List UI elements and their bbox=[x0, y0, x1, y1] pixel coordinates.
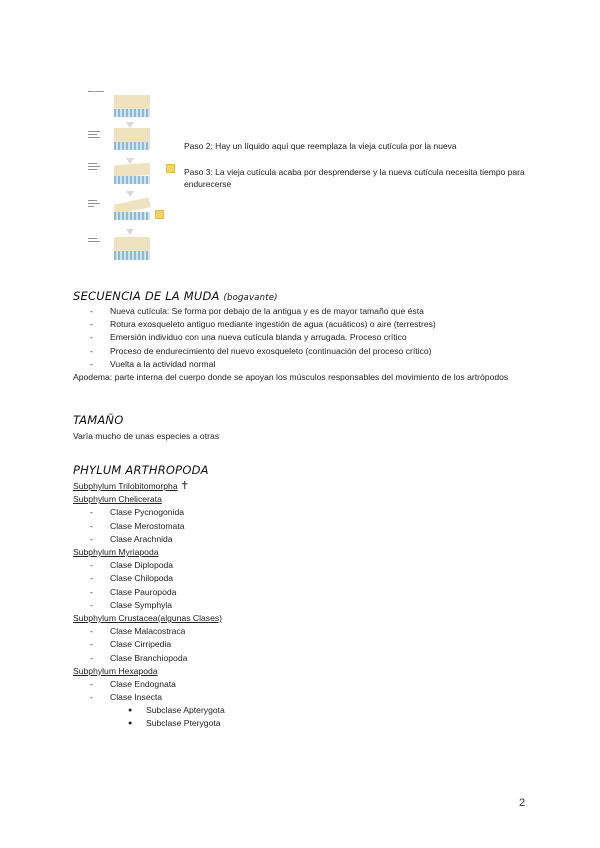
subphylum-title: Subphylum Myriapoda bbox=[73, 546, 159, 557]
moult-heading bbox=[73, 289, 278, 303]
stage-5-illustration: ▬▬▬ ▬▬▬▬ bbox=[86, 235, 150, 265]
subphylum-title: Subphylum Chelicerata bbox=[73, 494, 162, 505]
subphylum-crustacea bbox=[73, 612, 473, 625]
subphylum-title: Subphylum Trilobitomorpha bbox=[73, 481, 178, 491]
list-item: - Clase Diplopoda bbox=[73, 559, 473, 572]
list-item: - Proceso de endurecimiento del nuevo exosqueleto (continuación del proceso crítico) bbox=[73, 345, 436, 358]
myriapoda-classes bbox=[73, 559, 473, 612]
page-number: 2 bbox=[519, 797, 526, 809]
stage-1-illustration: ▬▬ ▬▬▬ bbox=[86, 90, 150, 120]
list-item: - Clase Chilopoda bbox=[73, 572, 473, 585]
figure-caption-step-2: Paso 2: Hay un líquido aquí que reemplaza la vieja cutícula por la nueva bbox=[184, 141, 457, 151]
taxonomy-tree bbox=[73, 480, 473, 731]
list-item: - Clase Merostomata bbox=[73, 520, 473, 533]
list-item: - Clase Endognata bbox=[73, 678, 473, 691]
phylum-heading: PHYLUM ARTHROPODA bbox=[73, 463, 209, 477]
crustacea-classes bbox=[73, 625, 473, 665]
moult-heading-note: (bogavante) bbox=[223, 293, 278, 303]
list-item: ● Subclase Apterygota bbox=[73, 704, 473, 717]
subphylum-note: (algunas Clases) bbox=[157, 612, 223, 623]
list-item: - Clase Malacostraca bbox=[73, 625, 473, 638]
chelicerata-classes bbox=[73, 506, 473, 546]
list-item: - Clase Cirripedia bbox=[73, 638, 473, 651]
list-item: - Clase Pauropoda bbox=[73, 586, 473, 599]
list-item: - Emersión individuo con una nueva cutícula blanda y arrugada. Proceso crítico bbox=[73, 331, 436, 344]
apodema-definition: Apodema: parte interna del cuerpo donde se apoyan los músculos responsables del movimiento de los artrópodos bbox=[73, 372, 509, 382]
subphylum-trilobitomorpha bbox=[73, 480, 473, 493]
stage-2-illustration: ▬▬▬▬ ▬▬▬ ▬▬▬▬ bbox=[86, 128, 150, 158]
stage-4-illustration: ▬▬▬ ▬▬▬▬ ▬▬ bbox=[86, 197, 150, 227]
size-heading: TAMAÑO bbox=[73, 413, 124, 427]
list-item: - Clase Pycnogonida bbox=[73, 506, 473, 519]
list-item: - Rotura exosqueleto antiguo mediante ingestión de agua (acuáticos) o aire (terrestres) bbox=[73, 318, 436, 331]
moult-heading-text: SECUENCIA DE LA MUDA bbox=[73, 289, 220, 303]
list-item: - Vuelta a la actividad normal bbox=[73, 358, 436, 371]
list-item: - Nueva cutícula: Se forma por debajo de la antigua y es de mayor tamaño que ésta bbox=[73, 305, 436, 318]
list-item: - Clase Branchiopoda bbox=[73, 652, 473, 665]
list-item: ● Subclase Pterygota bbox=[73, 717, 473, 730]
insecta-subclasses bbox=[73, 704, 473, 730]
sticky-note-icon bbox=[166, 164, 175, 173]
stage-3-illustration: ▬▬▬ ▬▬▬▬ ▬▬▬ bbox=[86, 162, 150, 190]
subphylum-title: Subphylum Hexapoda bbox=[73, 665, 158, 676]
extinct-cross-icon: ✝ bbox=[180, 480, 190, 492]
subphylum-title: Subphylum Crustacea bbox=[73, 612, 158, 623]
figure-caption-step-3: Paso 3: La vieja cutícula acaba por desprenderse y la nueva cutícula necesita tiempo para endurecerse bbox=[184, 167, 525, 189]
moult-list bbox=[73, 305, 436, 371]
list-item: - Clase Insecta bbox=[73, 691, 473, 704]
list-item: - Clase Symphyla bbox=[73, 599, 473, 612]
size-text: Varía mucho de unas especies a otras bbox=[73, 431, 220, 441]
list-item: - Clase Arachnida bbox=[73, 533, 473, 546]
hexapoda-classes bbox=[73, 678, 473, 704]
sticky-note-icon bbox=[155, 210, 164, 219]
